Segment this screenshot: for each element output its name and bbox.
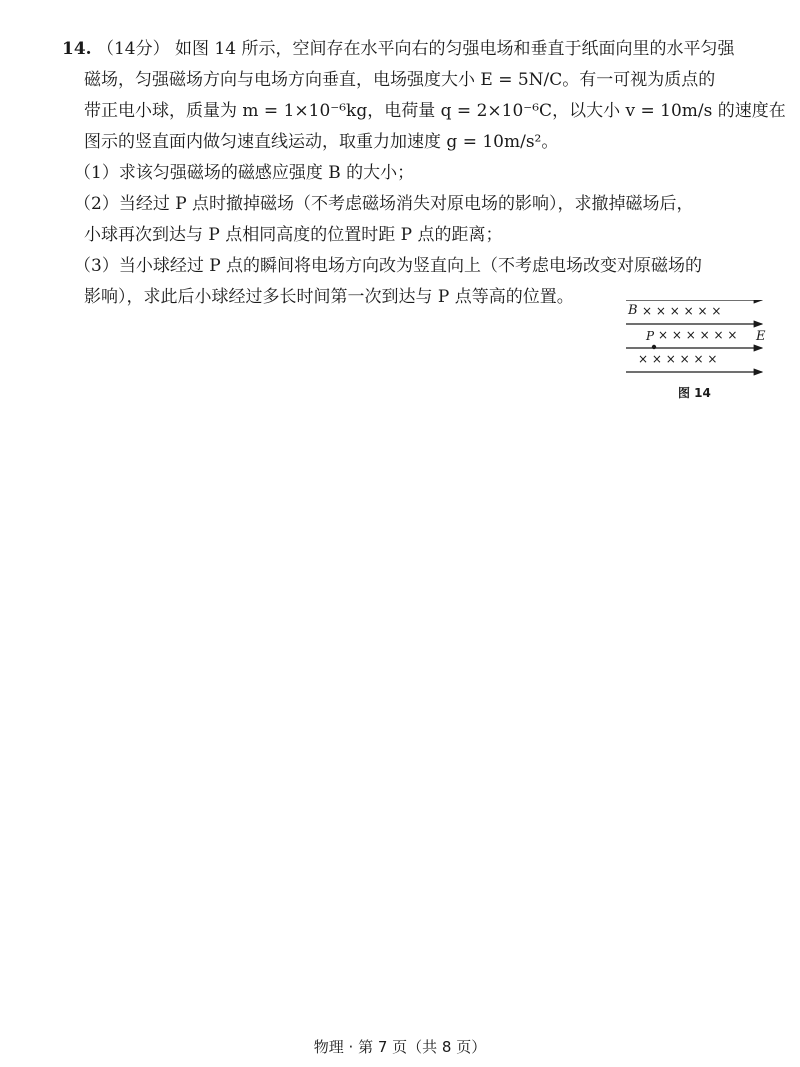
stem-text-1: 如图 14 所示，空间存在水平向右的匀强电场和垂直于纸面向里的水平匀强 xyxy=(175,39,735,59)
page-footer: 物理 · 第 7 页（共 8 页） xyxy=(313,1038,487,1056)
stem-text-3: 带正电小球，质量为 m = 1×10⁻⁶kg，电荷量 q = 2×10⁻⁶C，以大小 v = 10m/s 的速度在 xyxy=(84,101,786,121)
point-p-dot xyxy=(652,345,656,349)
question-2-line-2: 小球再次到达与 P 点相同高度的位置时距 P 点的距离； xyxy=(84,225,503,245)
question-3-line-1: （3）当小球经过 P 点的瞬间将电场方向改为竖直向上（不考虑电场改变对原磁场的 xyxy=(74,256,703,276)
figure-caption: 图 14 xyxy=(678,386,711,400)
question-1: （1）求该匀强磁场的磁感应强度 B 的大小； xyxy=(74,163,415,183)
problem-number: 14. xyxy=(62,39,92,59)
stem-text-2: 磁场，匀强磁场方向与电场方向垂直，电场强度大小 E = 5N/C。有一可视为质点的 xyxy=(84,70,716,90)
problem-points: （14分） xyxy=(96,39,170,59)
figure-14 xyxy=(620,300,770,410)
question-2-line-1: （2）当经过 P 点时撤掉磁场（不考虑磁场消失对原电场的影响），求撤掉磁场后， xyxy=(74,194,694,214)
problem-stem-line-1 xyxy=(62,34,762,65)
label-e: E xyxy=(756,329,766,344)
magnetic-row-3: × × × × × × xyxy=(638,352,718,366)
stem-text-4: 图示的竖直面内做匀速直线运动，取重力加速度 g = 10m/s²。 xyxy=(84,132,559,152)
label-p: P xyxy=(646,329,655,343)
magnetic-row-1: × × × × × × xyxy=(642,304,722,318)
problem-14 xyxy=(62,34,786,313)
magnetic-row-2: × × × × × × xyxy=(658,328,738,342)
label-b: B xyxy=(628,303,638,318)
question-3-line-2: 影响），求此后小球经过多长时间第一次到达与 P 点等高的位置。 xyxy=(84,287,574,307)
